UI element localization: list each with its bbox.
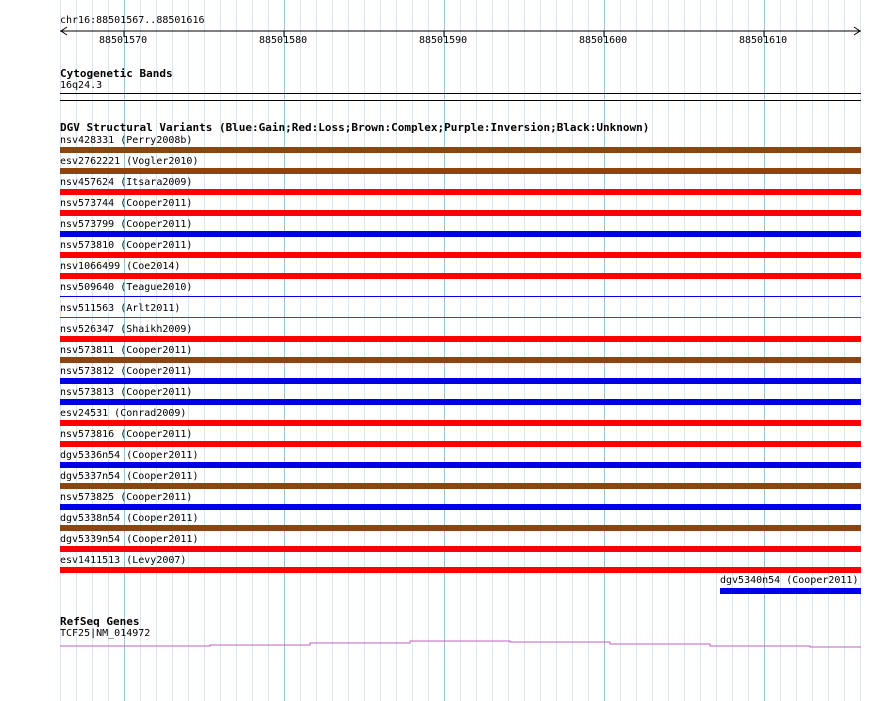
variant-bar[interactable] xyxy=(60,546,861,552)
grid-line-minor xyxy=(780,0,781,701)
grid-line-minor xyxy=(668,0,669,701)
variant-label: nsv428331 (Perry2008b) xyxy=(60,135,193,146)
variant-label: nsv573825 (Cooper2011) xyxy=(60,492,193,503)
grid-line-major xyxy=(604,0,605,701)
grid-line-minor xyxy=(748,0,749,701)
variant-bar[interactable] xyxy=(60,399,861,405)
grid-line-minor xyxy=(348,0,349,701)
grid-line-major xyxy=(444,0,445,701)
cytobands-track-title: Cytogenetic Bands xyxy=(60,67,173,80)
variant-label: dgv5337n54 (Cooper2011) xyxy=(60,471,199,482)
grid-line-minor xyxy=(652,0,653,701)
variant-bar[interactable] xyxy=(60,210,861,216)
gene-line xyxy=(60,641,861,647)
variant-bar[interactable] xyxy=(720,588,861,594)
variant-label: nsv511563 (Arlt2011) xyxy=(60,303,181,314)
variant-bar[interactable] xyxy=(60,147,861,153)
cytoband-label: 16q24.3 xyxy=(60,80,103,91)
grid-line-minor xyxy=(812,0,813,701)
gene-label[interactable]: TCF25|NM_014972 xyxy=(60,628,151,639)
grid-line-minor xyxy=(684,0,685,701)
grid-line-minor xyxy=(236,0,237,701)
cytoband-top-line xyxy=(60,93,861,94)
variant-label: dgv5338n54 (Cooper2011) xyxy=(60,513,199,524)
grid-line-minor xyxy=(716,0,717,701)
variant-label: nsv573813 (Cooper2011) xyxy=(60,387,193,398)
variant-label: nsv457624 (Itsara2009) xyxy=(60,177,193,188)
variant-label: nsv573799 (Cooper2011) xyxy=(60,219,193,230)
variant-bar[interactable] xyxy=(60,296,861,297)
gene-structure[interactable] xyxy=(0,636,890,650)
grid-line-major xyxy=(764,0,765,701)
variant-bar[interactable] xyxy=(60,273,861,279)
grid-line-minor xyxy=(204,0,205,701)
grid-line-minor xyxy=(588,0,589,701)
variant-label: esv2762221 (Vogler2010) xyxy=(60,156,199,167)
variant-label: esv24531 (Conrad2009) xyxy=(60,408,187,419)
variant-label: nsv573744 (Cooper2011) xyxy=(60,198,193,209)
grid-line-minor xyxy=(380,0,381,701)
grid-line-minor xyxy=(860,0,861,701)
grid-line-minor xyxy=(508,0,509,701)
grid-line-minor xyxy=(316,0,317,701)
variant-bar[interactable] xyxy=(60,189,861,195)
variant-bar[interactable] xyxy=(60,525,861,531)
variant-label: nsv573810 (Cooper2011) xyxy=(60,240,193,251)
grid-line-major xyxy=(284,0,285,701)
variant-label: nsv573816 (Cooper2011) xyxy=(60,429,193,440)
variant-bar[interactable] xyxy=(60,441,861,447)
ruler-tick-label: 88501610 xyxy=(739,35,788,46)
grid-line-minor xyxy=(636,0,637,701)
variant-bar[interactable] xyxy=(60,317,861,318)
variant-bar[interactable] xyxy=(60,357,861,363)
variant-bar[interactable] xyxy=(60,336,861,342)
grid-line-minor xyxy=(796,0,797,701)
grid-line-minor xyxy=(620,0,621,701)
grid-line-minor xyxy=(844,0,845,701)
grid-line-minor xyxy=(428,0,429,701)
variant-bar[interactable] xyxy=(60,462,861,468)
ruler-tick-label: 88501580 xyxy=(259,35,308,46)
refseq-track-title: RefSeq Genes xyxy=(60,615,140,628)
grid-line-minor xyxy=(492,0,493,701)
grid-line-minor xyxy=(220,0,221,701)
grid-line-minor xyxy=(252,0,253,701)
grid-line-minor xyxy=(732,0,733,701)
grid-line-minor xyxy=(460,0,461,701)
grid-line-minor xyxy=(540,0,541,701)
grid-line-minor xyxy=(524,0,525,701)
grid-line-minor xyxy=(700,0,701,701)
grid-line-minor xyxy=(396,0,397,701)
grid-line-minor xyxy=(556,0,557,701)
variant-bar[interactable] xyxy=(60,567,861,573)
variant-label: dgv5340n54 (Cooper2011) xyxy=(720,575,859,586)
variant-bar[interactable] xyxy=(60,168,861,174)
grid-line-minor xyxy=(364,0,365,701)
ruler-position-label: chr16:88501567..88501616 xyxy=(60,15,205,26)
ruler-tick-label: 88501590 xyxy=(419,35,468,46)
grid-line-minor xyxy=(572,0,573,701)
variant-bar[interactable] xyxy=(60,252,861,258)
variant-label: nsv509640 (Teague2010) xyxy=(60,282,193,293)
grid-line-minor xyxy=(476,0,477,701)
variant-label: nsv573811 (Cooper2011) xyxy=(60,345,193,356)
grid-line-minor xyxy=(332,0,333,701)
variant-label: esv1411513 (Levy2007) xyxy=(60,555,187,566)
dgv-track-title: DGV Structural Variants (Blue:Gain;Red:Loss;Brown:Complex;Purple:Inversion;Black:Unknown) xyxy=(60,121,650,134)
variant-bar[interactable] xyxy=(60,483,861,489)
grid-line-minor xyxy=(300,0,301,701)
grid-line-minor xyxy=(268,0,269,701)
grid-line-minor xyxy=(412,0,413,701)
variant-bar[interactable] xyxy=(60,378,861,384)
grid-line-minor xyxy=(828,0,829,701)
variant-label: nsv1066499 (Coe2014) xyxy=(60,261,181,272)
variant-bar[interactable] xyxy=(60,420,861,426)
variant-bar[interactable] xyxy=(60,231,861,237)
variant-label: dgv5336n54 (Cooper2011) xyxy=(60,450,199,461)
variant-label: nsv526347 (Shaikh2009) xyxy=(60,324,193,335)
variant-label: dgv5339n54 (Cooper2011) xyxy=(60,534,199,545)
variant-label: nsv573812 (Cooper2011) xyxy=(60,366,193,377)
cytoband-bottom-line xyxy=(60,100,861,101)
variant-bar[interactable] xyxy=(60,504,861,510)
ruler-tick-label: 88501600 xyxy=(579,35,628,46)
ruler-tick-label: 88501570 xyxy=(99,35,148,46)
